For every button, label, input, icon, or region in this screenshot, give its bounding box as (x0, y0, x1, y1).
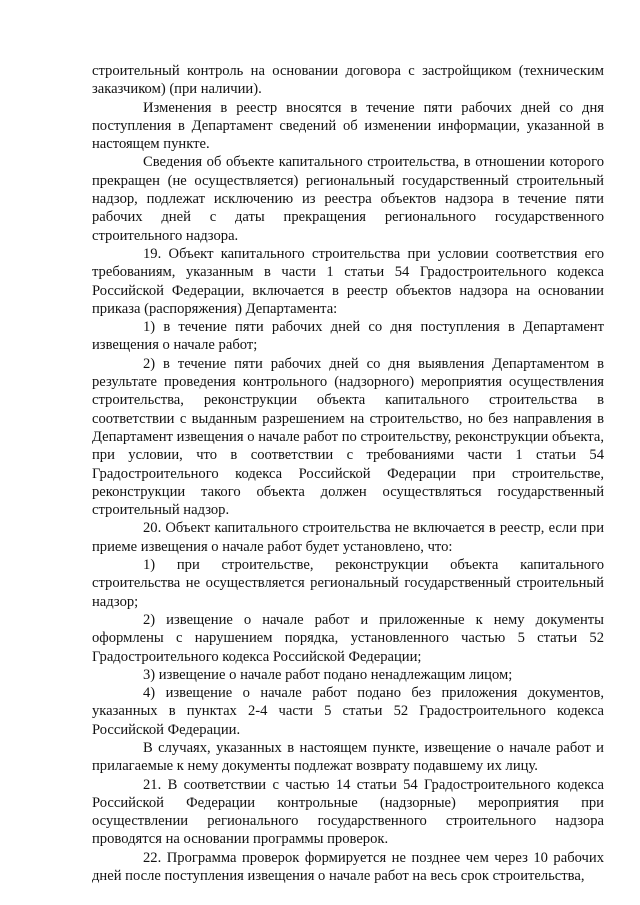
clause-20: 20. Объект капитального строительства не включается в реестр, если при приеме извещения о начале работ будет установлено, что: (92, 520, 604, 555)
document-body (92, 62, 604, 885)
paragraph-exclusion: Сведения об объекте капитального строительства, в отношении которого прекращен (не осуществляется) региональный государственный строительный надзор, подлежат исключению из реестра объектов надзора в течение пяти рабочих дней с даты прекращения регионального государственного строительного надзора. (92, 154, 604, 244)
clause-19-item-2: 2) в течение пяти рабочих дней со дня выявления Департаментом в результате проведения контрольного (надзорного) мероприятия осуществления строительства, реконструкции объекта капитального строительства в соответствии с выданным разрешением на строительство, но без направления в Департамент извещения о начале работ по строительству, реконструкции объекта, при условии, что в соответствии с требованиями части 1 статьи 54 Градостроительного кодекса Российской Федерации при строительстве, реконструкции такого объекта должен осуществляться государственный строительный надзор. (92, 355, 604, 519)
clause-20-item-2: 2) извещение о начале работ и приложенные к нему документы оформлены с нарушением порядка, установленного частью 5 статьи 52 Градостроительного кодекса Российской Федерации; (92, 611, 604, 665)
clause-19: 19. Объект капитального строительства при условии соответствия его требованиям, указанным в части 1 статьи 54 Градостроительного кодекса Российской Федерации, включается в реестр объектов надзора на основании приказа (распоряжения) Департамента: (92, 245, 604, 317)
clause-22: 22. Программа проверок формируется не позднее чем через 10 рабочих дней после поступления извещения о начале работ на весь срок строительства, (92, 849, 604, 885)
paragraph-return: В случаях, указанных в настоящем пункте, извещение о начале работ и прилагаемые к нему документы подлежат возврату подавшему их лицу. (92, 739, 604, 775)
paragraph-registry-changes: Изменения в реестр вносятся в течение пяти рабочих дней со дня поступления в Департамент сведений об изменении информации, указанной в настоящем пункте. (92, 99, 604, 153)
clause-20-item-4: 4) извещение о начале работ подано без приложения документов, указанных в пунктах 2-4 части 5 статьи 52 Градостроительного кодекса Российской Федерации. (92, 685, 604, 738)
clause-21: 21. В соответствии с частью 14 статьи 54 Градостроительного кодекса Российской Федерации контрольные (надзорные) мероприятия при осуществлении регионального государственного строительного надзора проводятся на основании программы проверок. (92, 776, 604, 848)
clause-20-item-3: 3) извещение о начале работ подано ненадлежащим лицом; (143, 666, 513, 683)
clause-19-item-1: 1) в течение пяти рабочих дней со дня поступления в Департамент извещения о начале работ; (92, 319, 604, 354)
clause-20-item-1: 1) при строительстве, реконструкции объекта капитального строительства не осуществляется региональный государственный строительный надзор; (92, 557, 604, 610)
paragraph-continuation: строительный контроль на основании договора с застройщиком (техническим заказчиком) (при наличии). (92, 63, 604, 98)
